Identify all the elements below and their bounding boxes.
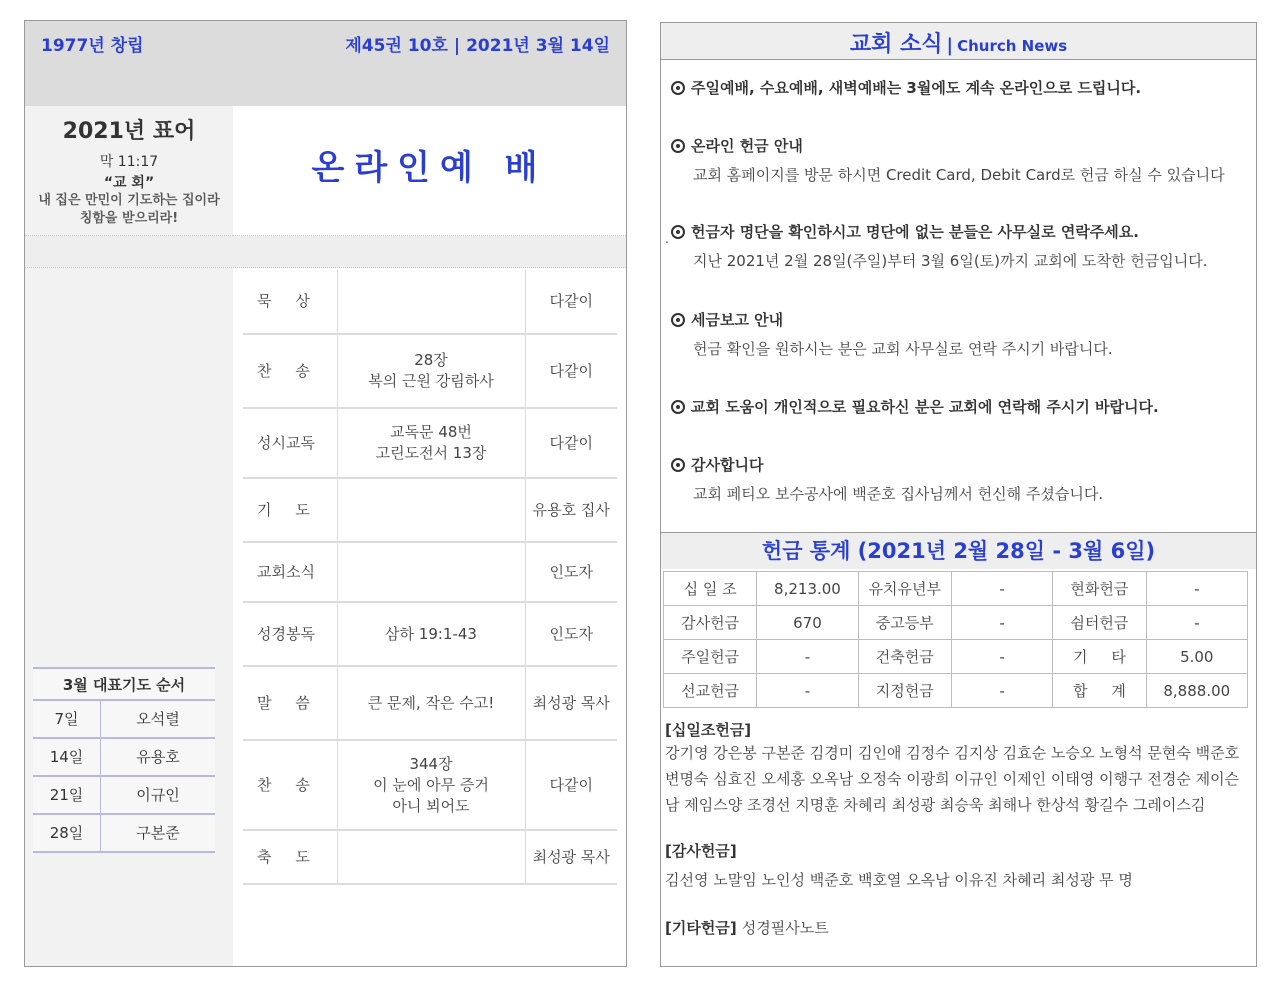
offering-amount: - — [951, 572, 1052, 606]
order-row — [243, 270, 617, 334]
circle-bullet-icon — [671, 400, 685, 414]
motto-title: 2021년 표어 — [62, 119, 196, 144]
stray-period: . — [665, 232, 669, 246]
prayer-row — [33, 815, 215, 853]
thanks-title: [감사헌금] — [665, 842, 737, 860]
prayer-row — [33, 777, 215, 815]
order-content-line: 28장 — [414, 351, 448, 369]
issue-date: 2021년 3월 14일 — [466, 36, 610, 56]
prayer-date: 7일 — [33, 701, 101, 737]
offering-label: 건축헌금 — [858, 640, 951, 674]
order-item-content — [337, 270, 525, 334]
offering-amount: 8,888.00 — [1146, 674, 1247, 708]
order-item-name: 기 도 — [243, 478, 337, 542]
offering-amount: - — [951, 640, 1052, 674]
offering-amount: - — [757, 674, 858, 708]
offering-label: 주일헌금 — [664, 640, 757, 674]
prayer-row — [33, 739, 215, 777]
order-row — [243, 602, 617, 666]
order-content-line: 삼하 19:1-43 — [385, 624, 477, 643]
other-offering-line — [665, 915, 1250, 941]
offering-row — [664, 674, 1248, 708]
offering-label: 중고등부 — [858, 606, 951, 640]
circle-bullet-icon — [671, 139, 685, 153]
order-item-name: 성경봉독 — [243, 602, 337, 666]
order-item-name: 찬 송 — [243, 334, 337, 408]
news-item — [671, 135, 1246, 185]
news-item-body: 교회 홈페이지를 방문 하시면 Credit Card, Debit Card로 헌금 하실 수 있습니다 — [693, 166, 1225, 184]
offering-amount: 8,213.00 — [757, 572, 858, 606]
order-item-content — [337, 408, 525, 478]
prayer-schedule — [33, 667, 215, 853]
offering-label: 현화헌금 — [1053, 572, 1146, 606]
news-item-title: 감사합니다 — [691, 456, 764, 474]
news-title: 교회 소식 — [849, 32, 943, 57]
offering-amount: 670 — [757, 606, 858, 640]
prayer-leader: 오석렬 — [136, 710, 180, 728]
thanks-names: 김선영 노말임 노인성 백준호 백호열 오옥남 이유진 차혜리 최성광 무 명 — [665, 871, 1133, 889]
circle-bullet-icon — [671, 225, 685, 239]
news-item — [671, 309, 1246, 359]
news-item — [671, 221, 1246, 271]
order-item-leader: 다같이 — [525, 408, 617, 478]
order-item-name: 축 도 — [243, 830, 337, 884]
tithe-names: 강기영 강은봉 구본준 김경미 김인애 김정수 김지상 김효순 노승오 노형석 문현숙 백준호 변명숙 심효진 오세홍 오옥남 오정숙 이광희 이규인 이제인 이태영 이행구 전경순 제이슨남 제임스양 조경선 지명훈 차혜리 최성광 최승욱 최해나 한상석 황길수 그레이스김 — [665, 744, 1240, 814]
offering-amount: - — [1146, 606, 1247, 640]
offering-amount: - — [1146, 572, 1247, 606]
order-row — [243, 542, 617, 602]
other-title: [기타헌금] — [665, 919, 737, 937]
order-item-leader: 최성광 목사 — [525, 830, 617, 884]
offering-amount: 5.00 — [1146, 640, 1247, 674]
offering-label: 선교헌금 — [664, 674, 757, 708]
circle-bullet-icon — [671, 458, 685, 472]
order-item-leader: 최성광 목사 — [525, 666, 617, 740]
prayer-date: 21일 — [33, 777, 101, 813]
news-item — [671, 454, 1246, 504]
right-page — [660, 22, 1257, 967]
motto-reference: 막 11:17 — [99, 154, 159, 170]
news-item-head — [671, 221, 1246, 242]
news-item-title: 교회 도움이 개인적으로 필요하신 분은 교회에 연락해 주시기 바랍니다. — [691, 398, 1159, 416]
circle-bullet-icon — [671, 81, 685, 95]
order-content-line: 교독문 48번 — [390, 423, 472, 441]
header-band — [25, 21, 626, 106]
order-content-line: 이 눈에 아무 증거 — [373, 775, 489, 794]
order-content-line: 344장 — [409, 754, 453, 773]
order-item-content — [337, 334, 525, 408]
order-item-leader: 다같이 — [525, 270, 617, 334]
news-item-head — [671, 77, 1246, 98]
offering-amount: - — [757, 640, 858, 674]
other-names: 성경필사노트 — [741, 919, 829, 937]
order-content-line: 큰 문제, 작은 수고! — [367, 693, 495, 712]
order-item-name: 성시교독 — [243, 408, 337, 478]
order-row — [243, 408, 617, 478]
news-header — [661, 23, 1256, 59]
offering-amount: - — [951, 606, 1052, 640]
prayer-leader: 유용호 — [136, 748, 180, 766]
news-item-head — [671, 454, 1246, 475]
news-item-body: 헌금 확인을 원하시는 분은 교회 사무실로 연락 주시기 바랍니다. — [693, 340, 1113, 358]
motto-line-2: 칭함을 받으리라! — [79, 211, 179, 226]
left-page — [24, 20, 627, 967]
news-item-title: 헌금자 명단을 확인하시고 명단에 없는 분들은 사무실로 연락주세요. — [691, 223, 1139, 241]
offering-table — [663, 571, 1248, 708]
news-subtitle: Church News — [957, 37, 1068, 55]
order-item-content — [337, 740, 525, 830]
prayer-leader: 이규인 — [136, 786, 180, 804]
news-item-head — [671, 396, 1246, 417]
offering-row — [664, 606, 1248, 640]
prayer-date: 14일 — [33, 739, 101, 775]
offering-label: 지정헌금 — [858, 674, 951, 708]
order-item-content — [337, 542, 525, 602]
news-item-head — [671, 135, 1246, 156]
news-list — [661, 59, 1256, 533]
offering-row — [664, 640, 1248, 674]
order-item-name: 말 씀 — [243, 666, 337, 740]
offering-row — [664, 572, 1248, 606]
news-item — [671, 396, 1246, 417]
order-item-name: 교회소식 — [243, 542, 337, 602]
volume-text: 제45권 10호 — [345, 36, 448, 56]
tithe-title: [십일조헌금] — [665, 721, 752, 739]
order-item-content — [337, 602, 525, 666]
news-item-body: 지난 2021년 2월 28일(주일)부터 3월 6일(토)까지 교회에 도착한 헌금입니다. — [693, 252, 1208, 270]
offering-label: 십 일 조 — [664, 572, 757, 606]
prayer-date: 28일 — [33, 815, 101, 851]
motto-line-1: 내 집은 만민이 기도하는 집이라 — [38, 193, 220, 208]
offering-title: 헌금 통계 (2021년 2월 28일 - 3월 6일) — [661, 533, 1256, 569]
order-content-line: 고린도전서 13장 — [375, 444, 487, 462]
order-row — [243, 478, 617, 542]
offering-label: 감사헌금 — [664, 606, 757, 640]
news-item — [671, 77, 1246, 98]
issue-info — [345, 31, 610, 56]
order-item-leader: 유용호 집사 — [525, 478, 617, 542]
news-title-separator: | — [946, 35, 954, 56]
offering-label: 유치유년부 — [858, 572, 951, 606]
news-item-head — [671, 309, 1246, 330]
motto-word: “교 회” — [103, 175, 155, 191]
service-title: 온라인예 배 — [233, 106, 626, 236]
order-content-line: 복의 근원 강림하사 — [368, 372, 494, 390]
founded-text: 1977년 창립 — [41, 36, 144, 56]
order-item-leader: 다같이 — [525, 740, 617, 830]
order-row — [243, 334, 617, 408]
motto-box — [25, 106, 233, 236]
side-column — [25, 268, 233, 966]
offering-label: 기 타 — [1053, 640, 1146, 674]
worship-order-table — [243, 270, 617, 885]
order-item-leader: 다같이 — [525, 334, 617, 408]
gray-band — [25, 236, 626, 268]
news-item-title: 주일예배, 수요예배, 새벽예배는 3월에도 계속 온라인으로 드립니다. — [691, 79, 1142, 97]
order-item-content — [337, 830, 525, 884]
news-item-title: 세금보고 안내 — [691, 311, 784, 329]
news-item-body: 교회 페티오 보수공사에 백준호 집사님께서 헌신해 주셨습니다. — [693, 485, 1104, 503]
prayer-leader: 구본준 — [136, 824, 180, 842]
order-item-leader: 인도자 — [525, 542, 617, 602]
order-item-name: 묵 상 — [243, 270, 337, 334]
order-item-content — [337, 478, 525, 542]
prayer-schedule-title: 3월 대표기도 순서 — [33, 667, 215, 701]
order-row — [243, 830, 617, 884]
offering-amount: - — [951, 674, 1052, 708]
order-item-content — [337, 666, 525, 740]
order-item-leader: 인도자 — [525, 602, 617, 666]
issue-separator: | — [453, 36, 461, 56]
offering-label: 합 계 — [1053, 674, 1146, 708]
order-row — [243, 666, 617, 740]
news-item-title: 온라인 헌금 안내 — [691, 137, 803, 155]
prayer-row — [33, 701, 215, 739]
circle-bullet-icon — [671, 313, 685, 327]
offering-label: 쉼터헌금 — [1053, 606, 1146, 640]
order-row — [243, 740, 617, 830]
order-item-name: 찬 송 — [243, 740, 337, 830]
order-content-line: 아니 뵈어도 — [392, 796, 470, 815]
donor-lists — [665, 719, 1250, 941]
